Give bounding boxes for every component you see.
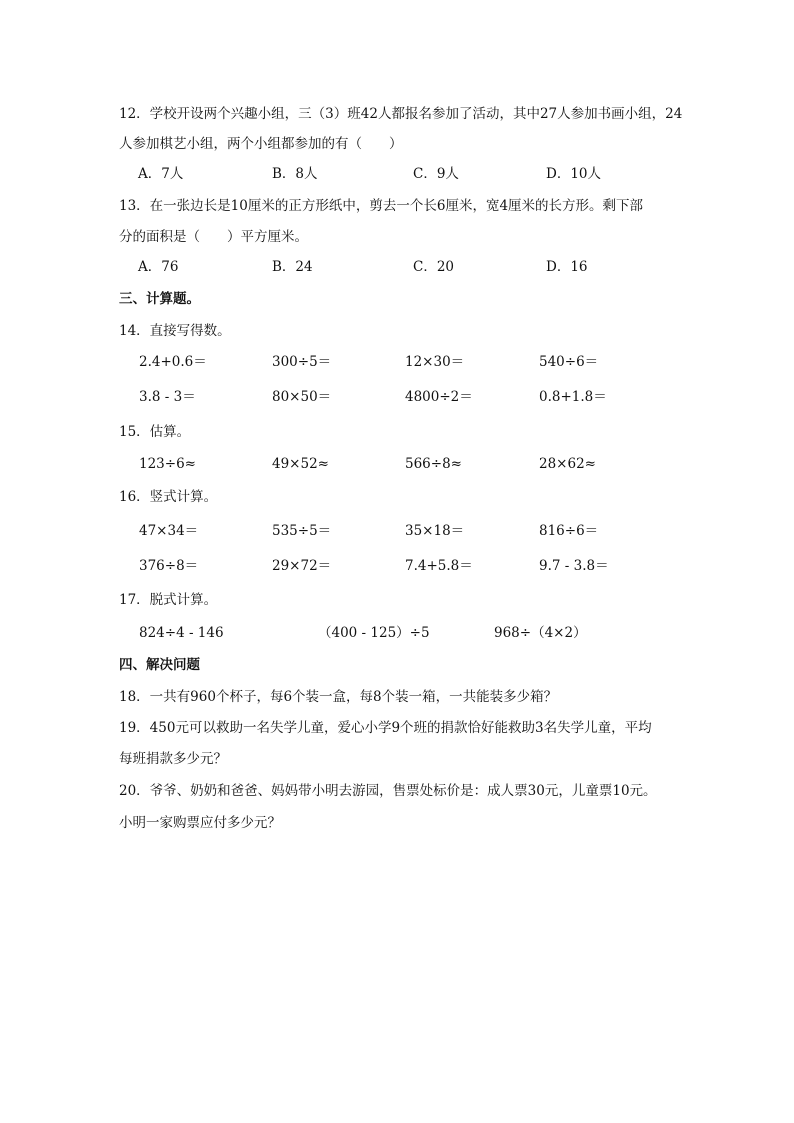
q15-expr: 566÷8≈ [405, 456, 462, 472]
q20-line2: 小明一家购票应付多少元？ [119, 815, 281, 831]
q12-option-a: A．7人 [138, 166, 184, 182]
q17-expr: 824÷4 - 146 [139, 625, 224, 641]
q15-expr: 28×62≈ [539, 456, 596, 472]
q12-option-b: B．8人 [272, 166, 318, 182]
q14-expr: 80×50＝ [272, 389, 332, 405]
q16-title: 16．竖式计算。 [119, 489, 218, 505]
q13-option-d: D．16 [546, 259, 588, 275]
q20-line1: 20．爷爷、奶奶和爸爸、妈妈带小明去游园，售票处标价是：成人票30元，儿童票10元。 [119, 783, 657, 799]
q16-expr: 35×18＝ [405, 523, 465, 539]
q14-row2 [0, 388, 794, 406]
q19-line1: 19．450元可以救助一名失学儿童，爱心小学9个班的捐款恰好能救助3名失学儿童，平均 [119, 720, 652, 736]
q14-expr: 2.4+0.6＝ [139, 354, 207, 370]
q14-title: 14．直接写得数。 [119, 323, 231, 339]
q13-option-c: C．20 [413, 259, 455, 275]
q16-row1 [0, 522, 794, 540]
q17-expr: （400 - 125）÷5 [318, 625, 430, 641]
q15-row1 [0, 455, 794, 473]
q18-line1: 18．一共有960个杯子，每6个装一盒，每8个装一箱，一共能装多少箱？ [119, 689, 558, 705]
q12-line2: 人参加棋艺小组，两个小组都参加的有（ ） [119, 136, 403, 152]
q17-row [0, 624, 794, 642]
q13-line2: 分的面积是（ ）平方厘米。 [119, 229, 308, 245]
q14-expr: 4800÷2＝ [405, 389, 473, 405]
q16-expr: 816÷6＝ [539, 523, 599, 539]
q14-expr: 0.8+1.8＝ [539, 389, 607, 405]
q13-option-a: A．76 [138, 259, 179, 275]
q14-expr: 12×30＝ [405, 354, 465, 370]
q12-option-d: D．10人 [546, 166, 602, 182]
q14-expr: 300÷5＝ [272, 354, 332, 370]
q16-row2 [0, 557, 794, 575]
q16-expr: 47×34＝ [139, 523, 199, 539]
q16-expr: 535÷5＝ [272, 523, 332, 539]
q16-expr: 376÷8＝ [139, 558, 199, 574]
q16-expr: 29×72＝ [272, 558, 332, 574]
q13-line1: 13．在一张边长是10厘米的正方形纸中，剪去一个长6厘米，宽4厘米的长方形。剩下部 [119, 198, 644, 214]
q12-options [0, 165, 794, 183]
q15-title: 15．估算。 [119, 424, 191, 440]
section-heading-problems: 四、解决问题 [119, 657, 200, 673]
q16-expr: 7.4+5.8＝ [405, 558, 473, 574]
q14-row1 [0, 353, 794, 371]
q14-expr: 540÷6＝ [539, 354, 599, 370]
q14-expr: 3.8 - 3＝ [139, 389, 196, 405]
q13-option-b: B．24 [272, 259, 313, 275]
q13-options [0, 258, 794, 276]
q12-option-c: C．9人 [413, 166, 459, 182]
q19-line2: 每班捐款多少元？ [119, 751, 227, 767]
q17-title: 17．脱式计算。 [119, 592, 218, 608]
q15-expr: 49×52≈ [272, 456, 329, 472]
q12-line1: 12．学校开设两个兴趣小组，三（3）班42人都报名参加了活动，其中27人参加书画小组，24 [119, 106, 683, 122]
q15-expr: 123÷6≈ [139, 456, 196, 472]
section-heading-calculation: 三、计算题。 [119, 291, 200, 307]
q16-expr: 9.7 - 3.8＝ [539, 558, 609, 574]
q17-expr: 968÷（4×2） [494, 625, 587, 641]
